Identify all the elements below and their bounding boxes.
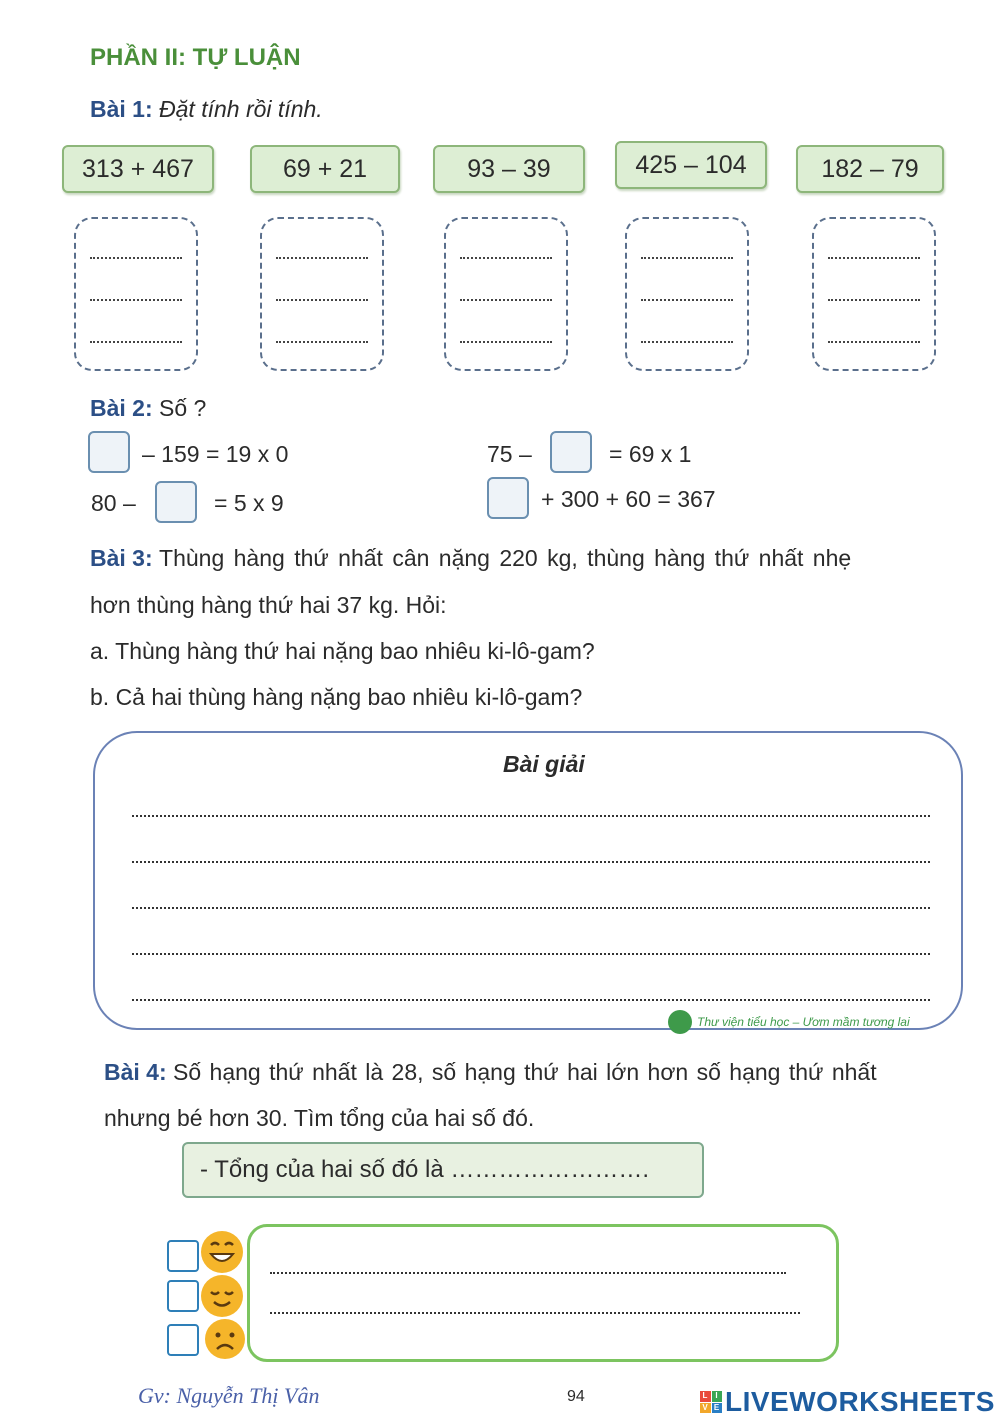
solution-line-2[interactable] bbox=[132, 861, 930, 863]
sad-face-icon bbox=[203, 1317, 247, 1361]
watermark bbox=[668, 1010, 910, 1034]
happy-face-icon bbox=[199, 1229, 245, 1275]
page-number: 94 bbox=[567, 1388, 585, 1405]
sum-prompt: - Tổng của hai số đó là ……………………. bbox=[200, 1156, 650, 1183]
rating-checkbox-neutral[interactable] bbox=[167, 1280, 199, 1312]
bai3-label: Bài 3: bbox=[90, 545, 153, 571]
solution-line-5[interactable] bbox=[132, 999, 930, 1001]
equation-1: – 159 = 19 x 0 bbox=[142, 441, 289, 467]
section-title: PHẦN II: TỰ LUẬN bbox=[90, 44, 301, 71]
expression-3: 93 – 39 bbox=[433, 145, 585, 193]
bai3-question-b: b. Cả hai thùng hàng nặng bao nhiêu ki-lô-gam? bbox=[90, 684, 583, 710]
liveworksheets-logo-icon: L I V E bbox=[700, 1391, 722, 1413]
rating-checkbox-happy[interactable] bbox=[167, 1240, 199, 1272]
work-area-4[interactable] bbox=[625, 217, 749, 371]
watermark-text: Thư viện tiểu học – Ươm mầm tương lai bbox=[697, 1015, 910, 1029]
bai3-question-a: a. Thùng hàng thứ hai nặng bao nhiêu ki-lô-gam? bbox=[90, 638, 595, 664]
smile-face-icon bbox=[199, 1273, 245, 1319]
bai2-label: Bài 2: bbox=[90, 395, 153, 421]
comment-line-2[interactable] bbox=[270, 1312, 800, 1314]
book-logo-icon bbox=[668, 1010, 692, 1034]
brand-text: LIVEWORKSHEETS bbox=[725, 1386, 995, 1417]
bai1-instruction: Đặt tính rồi tính. bbox=[159, 96, 323, 122]
bai1-header bbox=[90, 96, 323, 123]
solution-line-3[interactable] bbox=[132, 907, 930, 909]
work-area-2[interactable] bbox=[260, 217, 384, 371]
bai2-instruction: Số ? bbox=[159, 395, 207, 421]
bai4-line-1 bbox=[104, 1059, 877, 1086]
teacher-signature: Gv: Nguyễn Thị Vân bbox=[138, 1383, 320, 1408]
expression-2: 69 + 21 bbox=[250, 145, 400, 193]
solution-title: Bài giải bbox=[503, 751, 585, 777]
bai4-text-2: nhưng bé hơn 30. Tìm tổng của hai số đó. bbox=[104, 1105, 535, 1131]
equation-2-right: = 69 x 1 bbox=[609, 441, 692, 467]
answer-box-2[interactable] bbox=[550, 431, 592, 473]
bai4-text-1: Số hạng thứ nhất là 28, số hạng thứ hai lớn hơn số hạng thứ nhất bbox=[173, 1059, 877, 1085]
bai3-text-2: hơn thùng hàng thứ hai 37 kg. Hỏi: bbox=[90, 592, 447, 618]
equation-3-right: = 5 x 9 bbox=[214, 490, 284, 516]
bai4-label: Bài 4: bbox=[104, 1059, 167, 1085]
liveworksheets-brand bbox=[700, 1386, 995, 1418]
work-area-5[interactable] bbox=[812, 217, 936, 371]
comment-line-1[interactable] bbox=[270, 1272, 786, 1274]
expression-1: 313 + 467 bbox=[62, 145, 214, 193]
expression-5: 182 – 79 bbox=[796, 145, 944, 193]
bai3-text-1: Thùng hàng thứ nhất cân nặng 220 kg, thùng hàng thứ nhất nhẹ bbox=[159, 545, 852, 571]
bai2-header bbox=[90, 395, 206, 422]
sum-answer-box[interactable] bbox=[182, 1142, 704, 1198]
bai3-line-1 bbox=[90, 545, 851, 572]
work-area-1[interactable] bbox=[74, 217, 198, 371]
equation-4: + 300 + 60 = 367 bbox=[541, 486, 716, 512]
equation-3-left: 80 – bbox=[91, 490, 136, 516]
rating-checkbox-sad[interactable] bbox=[167, 1324, 199, 1356]
solution-line-1[interactable] bbox=[132, 815, 930, 817]
solution-line-4[interactable] bbox=[132, 953, 930, 955]
equation-2-left: 75 – bbox=[487, 441, 532, 467]
answer-box-4[interactable] bbox=[487, 477, 529, 519]
comment-box bbox=[247, 1224, 839, 1362]
work-area-3[interactable] bbox=[444, 217, 568, 371]
answer-box-3[interactable] bbox=[155, 481, 197, 523]
bai1-label: Bài 1: bbox=[90, 96, 153, 122]
expression-4: 425 – 104 bbox=[615, 141, 767, 189]
answer-box-1[interactable] bbox=[88, 431, 130, 473]
